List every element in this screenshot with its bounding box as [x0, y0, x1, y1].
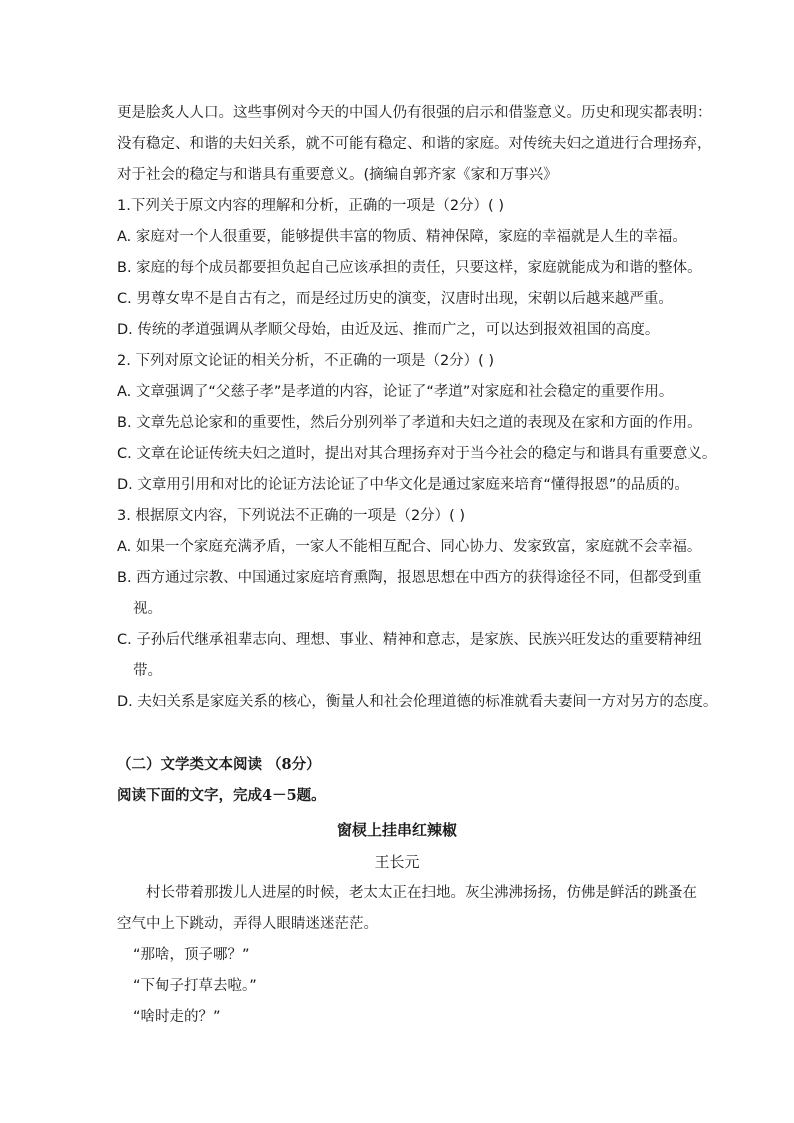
question-2-option-a: A. 文章强调了“父慈子孝”是孝道的内容，论证了“孝道”对家庭和社会稳定的重要作用。: [117, 384, 674, 400]
story-dialog: “啥时走的？”: [133, 1009, 221, 1025]
question-3-option-b-continued: 视。: [133, 601, 162, 617]
question-1-option-b: B. 家庭的每个成员都要担负起自己应该承担的责任，只要这样，家庭就能成为和谐的整体。: [117, 260, 702, 276]
question-1-stem: 1.下列关于原文内容的理解和分析，正确的一项是（2分）( ): [117, 198, 504, 214]
passage-line: 对于社会的稳定与和谐具有重要意义。(摘编自郭齐家《家和万事兴》: [117, 167, 558, 183]
section-heading: （二）文学类文本阅读 （8分）: [117, 756, 321, 773]
story-title: 窗棂上挂串红辣椒: [336, 821, 457, 839]
passage-line: 更是脍炙人人口。这些事例对今天的中国人仍有很强的启示和借鉴意义。历史和现实都表明：: [117, 105, 712, 121]
question-1-option-d: D. 传统的孝道强调从孝顺父母始，由近及远、推而广之，可以达到报效祖国的高度。: [117, 322, 660, 338]
story-dialog: “那啥，顶子哪？”: [133, 947, 250, 963]
question-1-option-a: A. 家庭对一个人很重要，能够提供丰富的物质、精神保障，家庭的幸福就是人生的幸福。: [117, 229, 687, 245]
question-3-option-d: D. 夫妇关系是家庭关系的核心，衡量人和社会伦理道德的标准就看夫妻间一方对另方的态度。: [117, 694, 718, 710]
question-2-option-b: B. 文章先总论家和的重要性，然后分别列举了孝道和夫妇之道的表现及在家和方面的作用。: [117, 415, 702, 431]
question-3-option-c-continued: 带。: [133, 663, 162, 679]
section-instruction: 阅读下面的文字，完成4－5题。: [117, 787, 326, 804]
question-3-stem: 3. 根据原文内容，下列说法不正确的一项是（2分）( ): [117, 508, 466, 524]
question-3-option-a: A. 如果一个家庭充满矛盾，一家人不能相互配合、同心协力、发家致富，家庭就不会幸福。: [117, 539, 702, 555]
question-3-option-b: B. 西方通过宗教、中国通过家庭培育熏陶，报恩思想在中西方的获得途径不同，但都受到重: [117, 570, 702, 586]
story-paragraph-continued: 空气中上下跳动，弄得人眼睛迷迷茫茫。: [117, 916, 378, 932]
story-paragraph: 村长带着那拨儿人进屋的时候，老太太正在扫地。灰尘沸沸扬扬，仿佛是鲜活的跳蚤在: [146, 885, 697, 901]
question-2-option-c: C. 文章在论证传统夫妇之道时，提出对其合理扬弃对于当今社会的稳定与和谐具有重要意义。: [117, 446, 717, 462]
question-1-option-c: C. 男尊女卑不是自古有之，而是经过历史的演变，汉唐时出现，宋朝以后越来越严重。: [117, 291, 673, 307]
question-3-option-c: C. 子孙后代继承祖辈志向、理想、事业、精神和意志，是家族、民族兴旺发达的重要精神纽: [117, 632, 702, 648]
question-2-option-d: D. 文章用引用和对比的论证方法论证了中华文化是通过家庭来培育“懂得报恩”的品质的。: [117, 477, 689, 493]
question-2-stem: 2. 下列对原文论证的相关分析，不正确的一项是（2分）( ): [117, 353, 495, 369]
story-author: 王长元: [374, 853, 420, 871]
story-dialog: “下甸子打草去啦。”: [133, 978, 257, 994]
passage-line: 没有稳定、和谐的夫妇关系，就不可能有稳定、和谐的家庭。对传统夫妇之道进行合理扬弃，: [117, 136, 712, 152]
